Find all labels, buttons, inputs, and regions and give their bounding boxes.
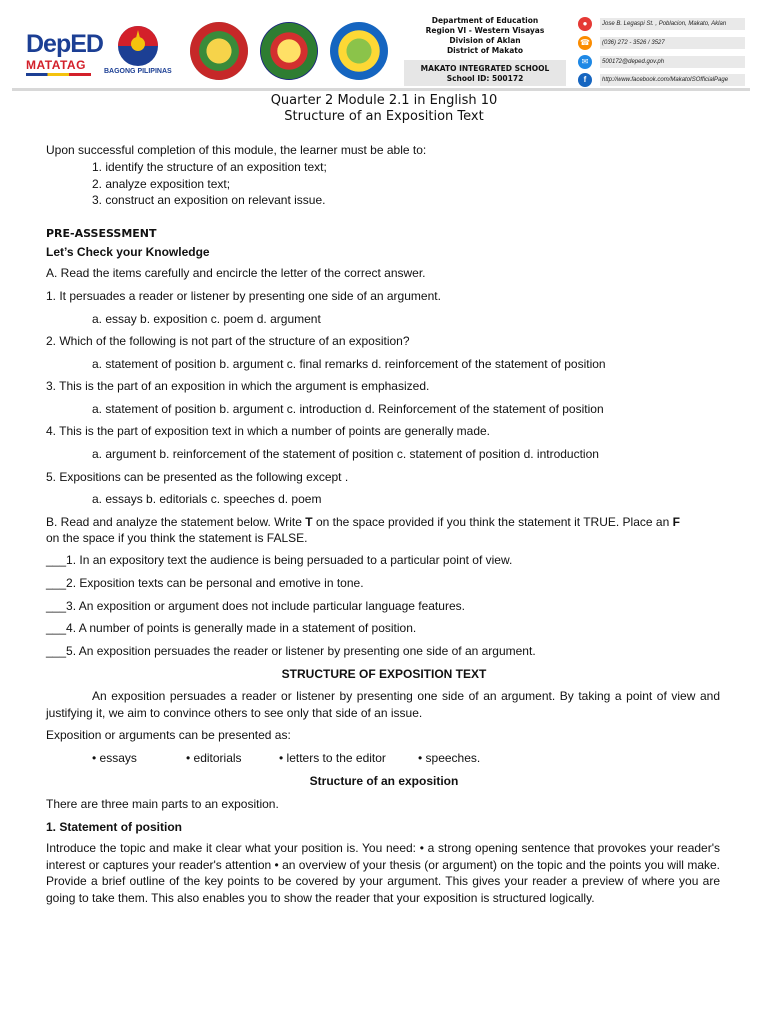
contact-address	[578, 16, 726, 32]
pre-assessment-subheading: Let’s Check your Knowledge	[46, 245, 210, 259]
district-seal-icon	[260, 22, 318, 80]
contact-text: http://www.facebook.com/MakatoISOfficialPage	[602, 77, 729, 83]
form-item: • speeches.	[418, 751, 481, 765]
school-id: School ID: 500172	[446, 74, 524, 83]
school-name: MAKATO INTEGRATED SCHOOL	[420, 64, 550, 73]
part-b-text: B. Read and analyze the statement below. Write	[46, 515, 306, 529]
question-1-choices: a. essay b. exposition c. poem d. argument	[92, 312, 321, 326]
question-1: 1. It persuades a reader or listener by presenting one side of an argument.	[46, 289, 441, 303]
school-block	[404, 64, 566, 84]
module-subtitle: Structure of an Exposition Text	[284, 109, 484, 124]
bagong-pilipinas-text: BAGONG PILIPINAS	[104, 68, 172, 75]
objective-item: 2. analyze exposition text;	[92, 177, 231, 191]
part-1-paragraph: Introduce the topic and make it clear what your position is. You need: • a strong opening sentence that provokes your reader's interest or captures your reader's attention • an overview of your thesis (or argument) on the topic and the points you will make. Provide a brief outline of the key points to be covered by your argument. This gives your reader a preview of where you are going to take them. This also enables you to show the reader that your exposition is structured logically.	[46, 841, 720, 905]
true-marker: T	[305, 515, 313, 529]
deped-logo: DepED	[26, 30, 103, 58]
question-2: 2. Which of the following is not part of the structure of an exposition?	[46, 334, 410, 348]
matatag-logo-text: MATATAG	[26, 58, 86, 72]
office-line: Region VI - Western Visayas	[425, 26, 545, 35]
part-b-instruction	[46, 515, 680, 529]
email-icon: ✉	[578, 55, 592, 69]
office-line: District of Makato	[446, 46, 524, 55]
true-false-item-5: ___5. An exposition persuades the reader or listener by presenting one side of an argument.	[46, 644, 536, 658]
question-4: 4. This is the part of exposition text in which a number of points are generally made.	[46, 424, 491, 438]
facebook-icon: f	[578, 73, 592, 87]
structure-intro-paragraph: An exposition persuades a reader or listener by presenting one side of an argument. By taking a point of view and justifying it, we aim to convince others to see only that side of an issue.	[46, 689, 720, 720]
question-3-choices: a. statement of position b. argument c. introduction d. Reinforcement of the statement of position	[92, 402, 604, 416]
office-line: Division of Aklan	[449, 36, 521, 45]
part-b-text: on the space provided if you think the statement it TRUE. Place an	[312, 515, 673, 529]
structure-subheading: Structure of an exposition	[309, 774, 459, 788]
form-item: • letters to the editor	[279, 751, 386, 765]
true-false-item-4: ___4. A number of points is generally made in a statement of position.	[46, 621, 417, 635]
contact-phone	[578, 35, 665, 51]
question-2-choices: a. statement of position b. argument c. final remarks d. reinforcement of the statement of position	[92, 357, 606, 371]
header-divider	[12, 88, 750, 91]
form-item: • essays	[92, 751, 137, 765]
objective-item: 3. construct an exposition on relevant issue.	[92, 193, 326, 207]
part-a-instruction: A. Read the items carefully and encircle the letter of the correct answer.	[46, 266, 426, 280]
structure-heading: STRUCTURE OF EXPOSITION TEXT	[281, 667, 487, 681]
question-3: 3. This is the part of an exposition in which the argument is emphasized.	[46, 379, 430, 393]
objective-item: 1. identify the structure of an exposition text;	[92, 160, 327, 174]
question-5: 5. Expositions can be presented as the following except .	[46, 470, 349, 484]
contact-email	[578, 54, 664, 70]
division-of-aklan-seal-icon	[190, 22, 248, 80]
office-block	[400, 16, 570, 56]
part-1-heading: 1. Statement of position	[46, 820, 183, 834]
parts-intro: There are three main parts to an exposition.	[46, 797, 279, 811]
form-item: • editorials	[186, 751, 242, 765]
false-marker: F	[672, 515, 680, 529]
contact-text: (036) 272 - 3526 / 3527	[602, 40, 665, 46]
forms-intro: Exposition or arguments can be presented as:	[46, 728, 291, 742]
contact-text: Jose B. Legaspi St. , Poblacion, Makato, Aklan	[602, 21, 727, 27]
pre-assessment-heading: PRE-ASSESSMENT	[46, 227, 157, 240]
office-line: Department of Education	[431, 16, 539, 25]
true-false-item-2: ___2. Exposition texts can be personal and emotive in tone.	[46, 576, 364, 590]
true-false-item-1: ___1. In an expository text the audience is being persuaded to a particular point of view.	[46, 553, 513, 567]
contact-text: 500172@deped.gov.ph	[602, 59, 665, 65]
bagong-pilipinas-logo-icon	[107, 24, 169, 68]
objectives-intro: Upon successful completion of this module, the learner must be able to:	[46, 143, 427, 157]
true-false-item-3: ___3. An exposition or argument does not include particular language features.	[46, 599, 465, 613]
matatag-color-bar	[26, 73, 91, 76]
module-title: Quarter 2 Module 2.1 in English 10	[270, 93, 498, 108]
school-seal-icon	[330, 22, 388, 80]
part-b-instruction-2: on the space if you think the statement is FALSE.	[46, 531, 308, 545]
letterhead	[0, 0, 768, 95]
question-5-choices: a. essays b. editorials c. speeches d. poem	[92, 492, 322, 506]
contact-facebook	[578, 72, 728, 88]
question-4-choices: a. argument b. reinforcement of the statement of position c. statement of position d. introduction	[92, 447, 599, 461]
phone-icon: ☎	[578, 36, 592, 50]
location-pin-icon: ●	[578, 17, 592, 31]
